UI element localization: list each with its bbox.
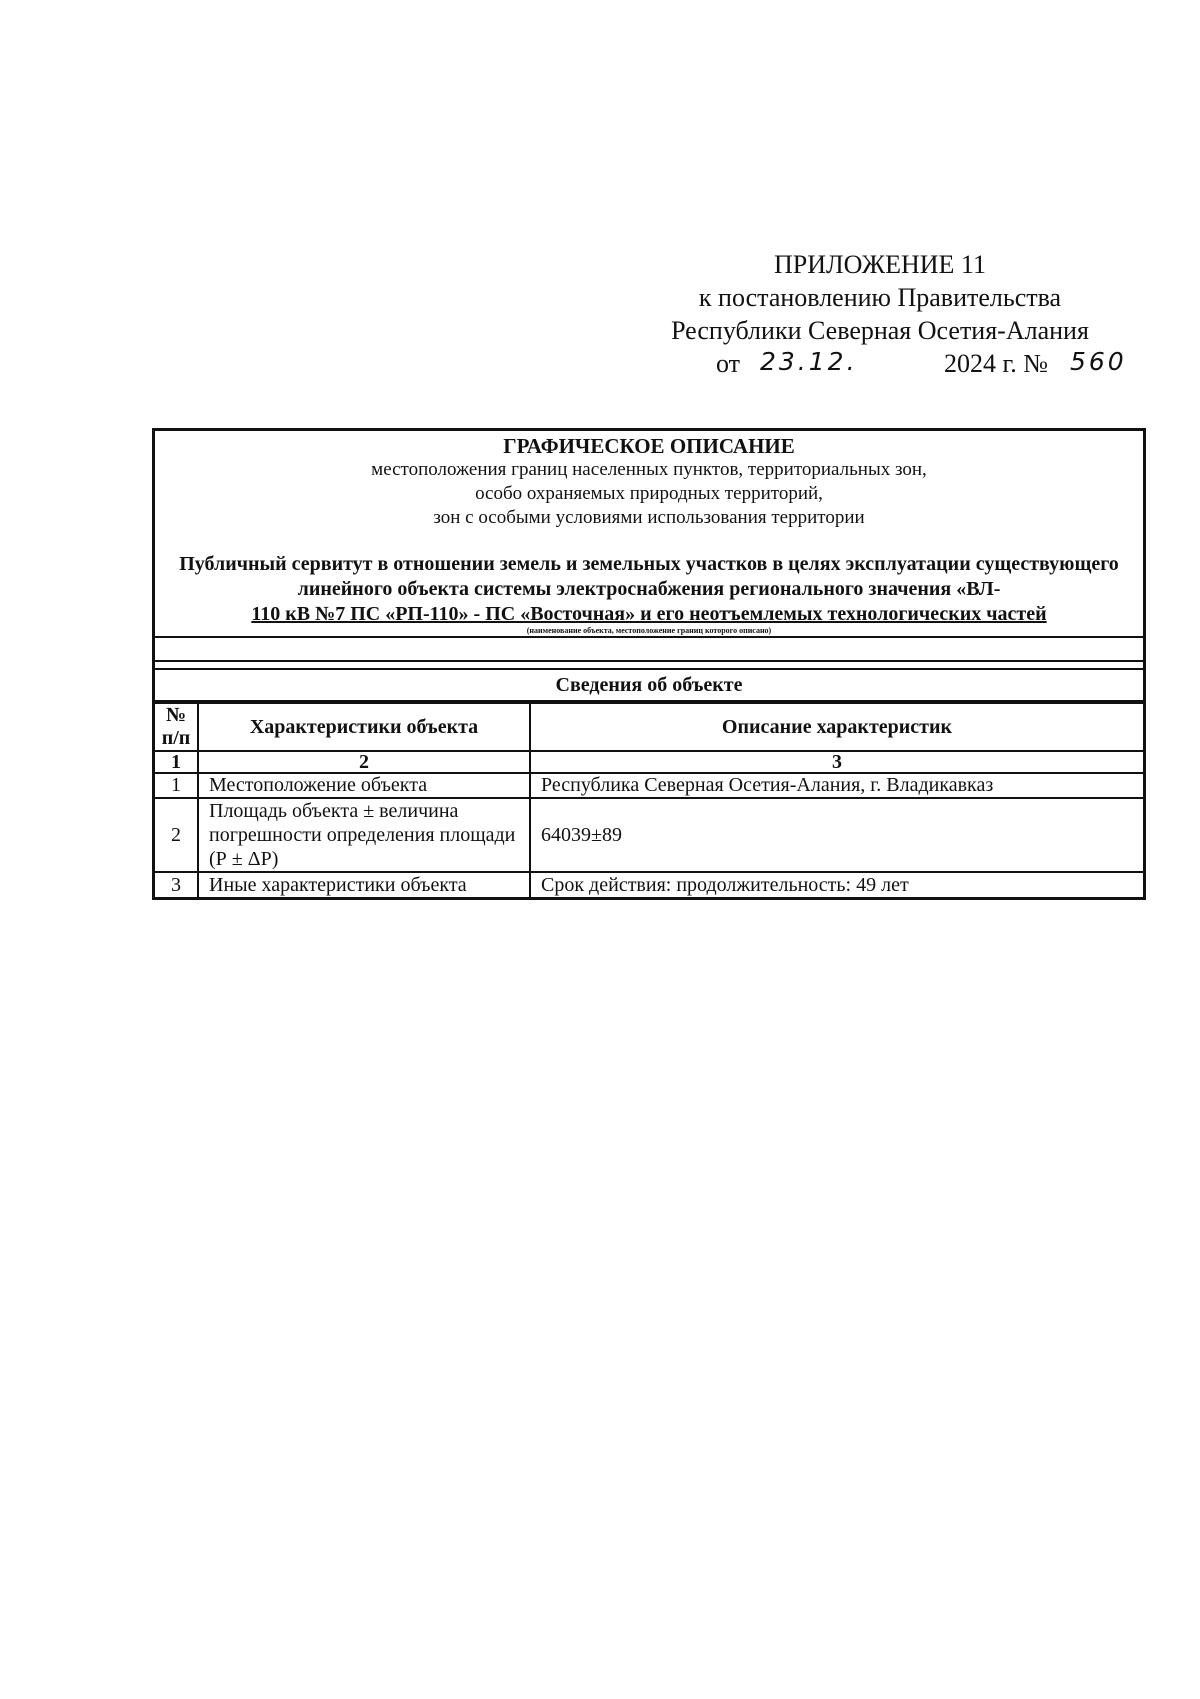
subtitle-line-3: зон с особыми условиями использования территории <box>433 507 865 528</box>
appendix-title: ПРИЛОЖЕНИЕ 11 <box>774 250 986 279</box>
table-header-row <box>155 703 1143 751</box>
table-row <box>155 773 1143 798</box>
row-characteristic: Иные характеристики объекта <box>198 872 530 897</box>
empty-row <box>155 636 1143 662</box>
row-number: 1 <box>155 773 198 798</box>
row-characteristic: Площадь объекта ± величина погрешности определения площади (Р ± ΔР) <box>198 798 530 872</box>
column-header-number: № п/п <box>155 703 198 751</box>
handwritten-number: 560 <box>1070 347 1127 376</box>
table-row <box>155 872 1143 897</box>
column-header-characteristic: Характеристики объекта <box>198 703 530 751</box>
row-description: 64039±89 <box>530 798 1143 872</box>
object-name-part-2: 110 кВ №7 ПС «РП-110» - ПС «Восточная» и его неотъемлемых технологических частей <box>251 603 1047 625</box>
subtitle-line-1: местоположения границ населенных пунктов, территориальных зон, <box>371 459 927 480</box>
row-characteristic: Местоположение объекта <box>198 773 530 798</box>
column-number: 2 <box>198 751 530 773</box>
object-info-table <box>155 702 1143 897</box>
row-number: 3 <box>155 872 198 897</box>
object-name <box>155 552 1143 627</box>
row-description: Срок действия: продолжительность: 49 лет <box>530 872 1143 897</box>
description-frame <box>152 428 1146 900</box>
object-name-caption: (наименование объекта, местоположение границ которого описано) <box>526 626 772 635</box>
column-number-row <box>155 751 1143 773</box>
date-year: 2024 г. № <box>944 349 1049 378</box>
section-title: Сведения об объекте <box>155 668 1143 702</box>
date-prefix: от <box>716 349 741 378</box>
column-number: 1 <box>155 751 198 773</box>
handwritten-date: 23.12. <box>760 347 858 376</box>
document-header <box>155 431 1143 636</box>
appendix-line-3: Республики Северная Осетия-Алания <box>671 316 1089 345</box>
column-header-description: Описание характеристик <box>530 703 1143 751</box>
appendix-line-2: к постановлению Правительства <box>698 283 1062 312</box>
appendix-block <box>640 248 1127 381</box>
row-description: Республика Северная Осетия-Алания, г. Владикавказ <box>530 773 1143 798</box>
document-title: ГРАФИЧЕСКОЕ ОПИСАНИЕ <box>503 434 795 458</box>
object-name-part-1: Публичный сервитут в отношении земель и земельных участков в целях эксплуатации существующего линейного объекта системы электроснабжения регионального значения «ВЛ- <box>179 553 1119 600</box>
row-number: 2 <box>155 798 198 872</box>
column-number: 3 <box>530 751 1143 773</box>
subtitle-line-2: особо охраняемых природных территорий, <box>475 483 823 504</box>
appendix-date-line <box>640 347 1127 381</box>
table-row <box>155 798 1143 872</box>
